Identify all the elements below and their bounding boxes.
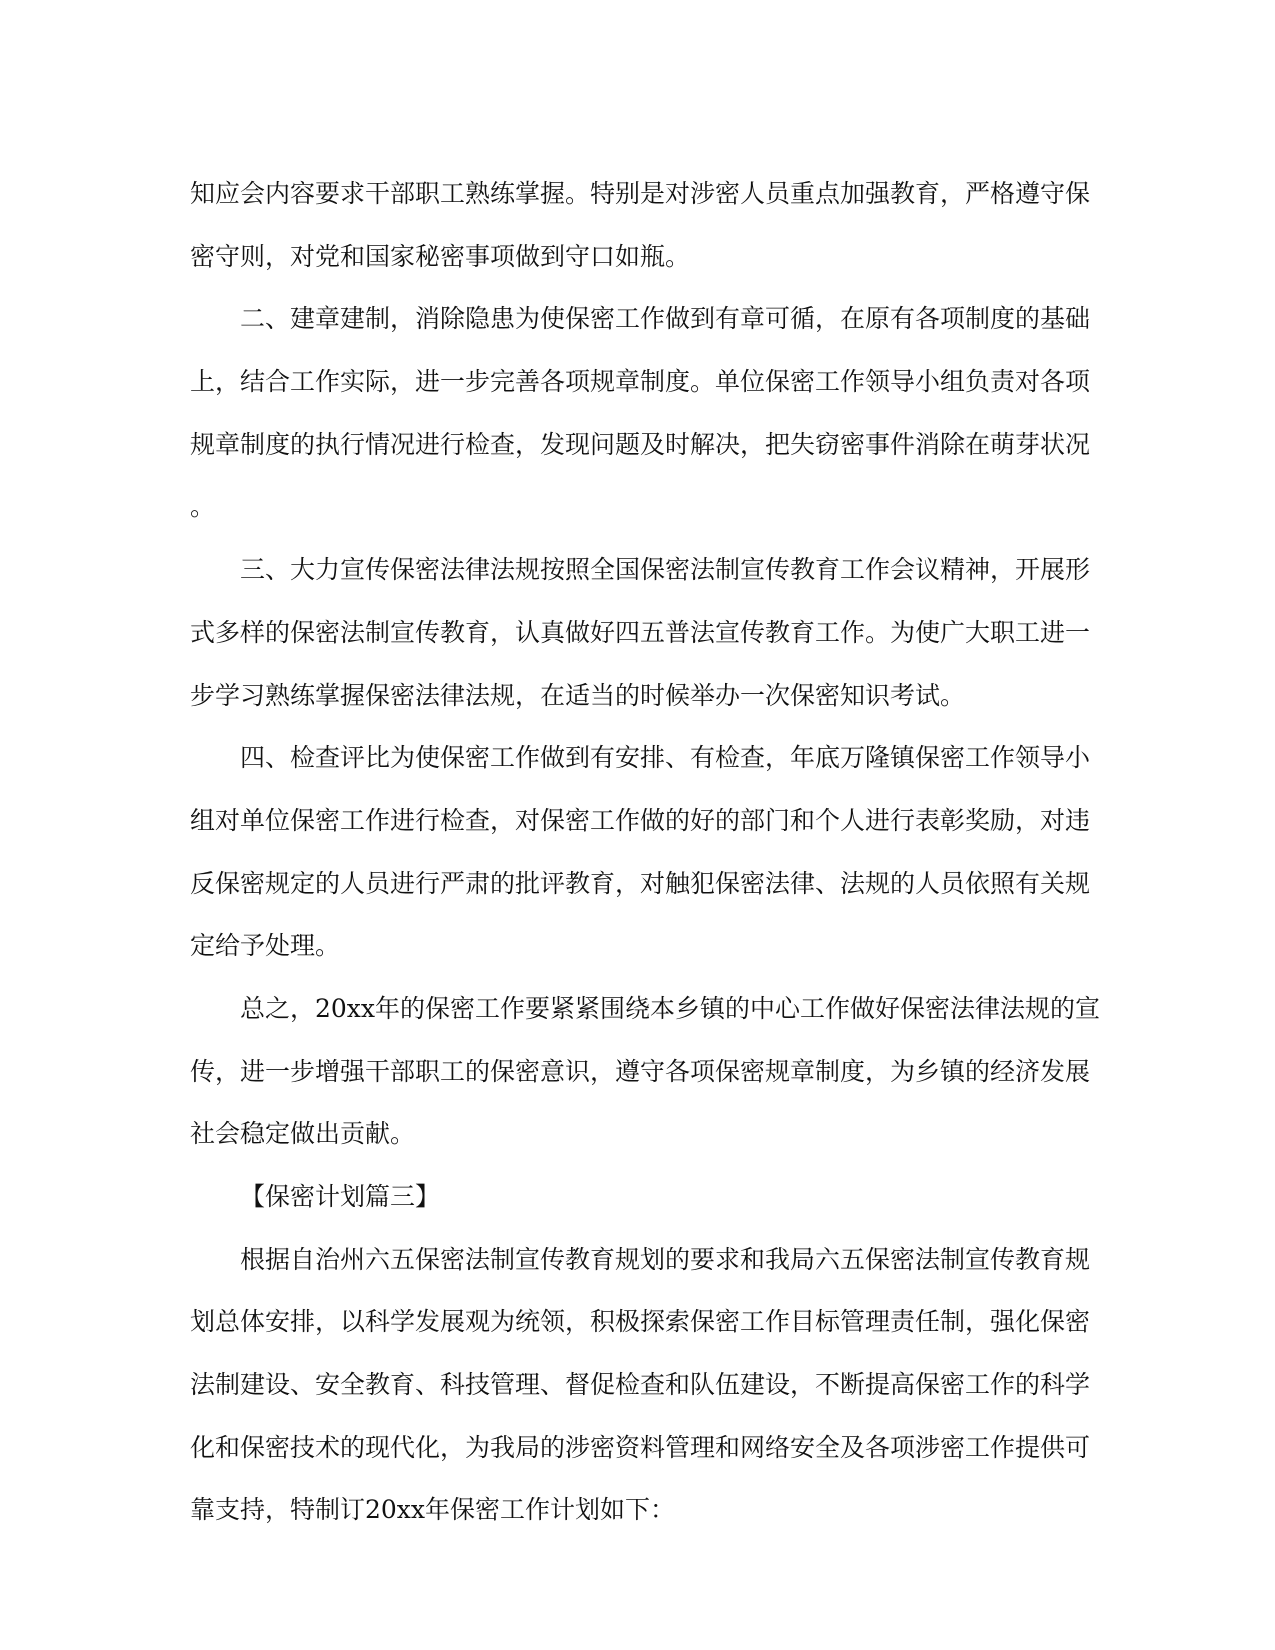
- text-line: 组对单位保密工作进行检查，对保密工作做的好的部门和个人进行表彰奖励，对违: [190, 805, 1091, 835]
- text-line: 反保密规定的人员进行严肃的批评教育，对触犯保密法律、法规的人员依照有关规: [190, 868, 1091, 898]
- text-line: 靠支持，特制订20xx年保密工作计划如下：: [190, 1495, 676, 1525]
- text-line: 四、检查评比为使保密工作做到有安排、有检查，年底万隆镇保密工作领导小: [240, 743, 1091, 773]
- text-line: 密守则，对党和国家秘密事项做到守口如瓶。: [190, 241, 691, 271]
- text-line: 定给予处理。: [190, 931, 341, 961]
- text-line: 。: [190, 492, 216, 522]
- text-line: 二、建章建制，消除隐患为使保密工作做到有章可循，在原有各项制度的基础: [240, 304, 1091, 334]
- text-line: 社会稳定做出贡献。: [190, 1119, 416, 1149]
- text-line: 传，进一步增强干部职工的保密意识，遵守各项保密规章制度，为乡镇的经济发展: [190, 1056, 1091, 1086]
- text-line: 划总体安排，以科学发展观为统领，积极探索保密工作目标管理责任制，强化保密: [190, 1307, 1091, 1337]
- text-line: 步学习熟练掌握保密法律法规，在适当的时候举办一次保密知识考试。: [190, 680, 966, 710]
- text-line: 上，结合工作实际，进一步完善各项规章制度。单位保密工作领导小组负责对各项: [190, 367, 1091, 397]
- text-line: 法制建设、安全教育、科技管理、督促检查和队伍建设，不断提高保密工作的科学: [190, 1370, 1091, 1400]
- section-heading: 【保密计划篇三】: [240, 1182, 441, 1211]
- text-line: 化和保密技术的现代化，为我局的涉密资料管理和网络安全及各项涉密工作提供可: [190, 1432, 1091, 1462]
- text-line: 式多样的保密法制宣传教育，认真做好四五普法宣传教育工作。为使广大职工进一: [190, 617, 1091, 647]
- text-line: 三、大力宣传保密法律法规按照全国保密法制宣传教育工作会议精神，开展形: [240, 555, 1091, 585]
- text-line: 知应会内容要求干部职工熟练掌握。特别是对涉密人员重点加强教育，严格遵守保: [190, 179, 1091, 208]
- text-line: 根据自治州六五保密法制宣传教育规划的要求和我局六五保密法制宣传教育规: [240, 1244, 1091, 1274]
- document-body: [190, 163, 1101, 1542]
- text-line: 规章制度的执行情况进行检查，发现问题及时解决，把失窃密事件消除在萌芽状况: [190, 429, 1091, 459]
- text-line: 总之，20xx年的保密工作要紧紧围绕本乡镇的中心工作做好保密法律法规的宣: [240, 993, 1101, 1023]
